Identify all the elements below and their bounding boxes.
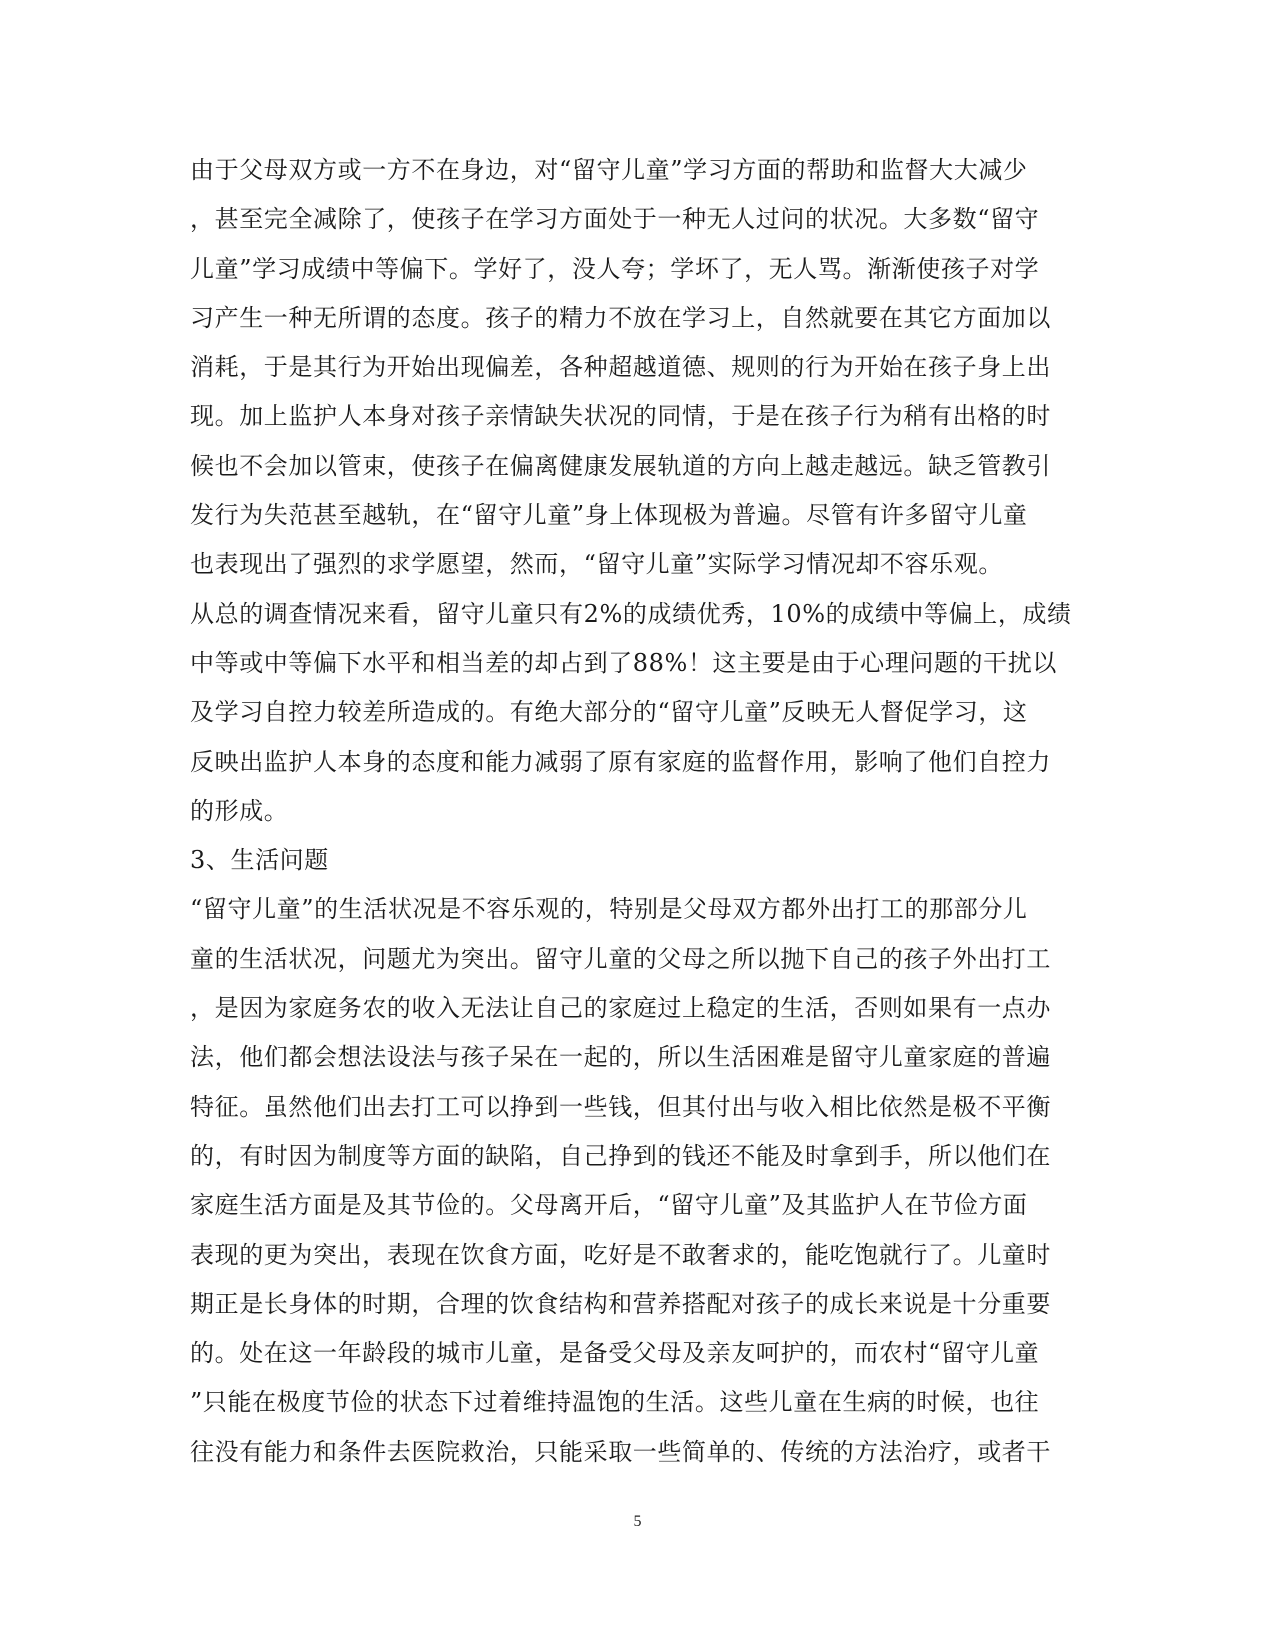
text-line: 期正是长身体的时期，合理的饮食结构和营养搭配对孩子的成长来说是十分重要 (190, 1289, 1051, 1318)
text-line: ，是因为家庭务农的收入无法让自己的家庭过上稳定的生活，否则如果有一点办 (190, 994, 1051, 1023)
text-line: 特征。虽然他们出去打工可以挣到一些钱，但其付出与收入相比依然是极不平衡 (190, 1092, 1051, 1121)
text-line: 表现的更为突出，表现在饮食方面，吃好是不敢奢求的，能吃饱就行了。儿童时 (190, 1240, 1051, 1269)
page-body (190, 146, 1090, 1477)
text-line: 法，他们都会想法设法与孩子呆在一起的，所以生活困难是留守儿童家庭的普遍 (190, 1043, 1051, 1072)
text-line: 由于父母双方或一方不在身边，对“留守儿童”学习方面的帮助和监督大大减少 (190, 156, 1028, 184)
text-line: 中等或中等偏下水平和相当差的却占到了88%！这主要是由于心理问题的干扰以 (190, 648, 1057, 677)
text-line: 候也不会加以管束，使孩子在偏离健康发展轨道的方向上越走越远。缺乏管教引 (190, 451, 1051, 480)
page-number: 5 (633, 1513, 642, 1530)
text-line: 的形成。 (190, 796, 289, 825)
text-line: 习产生一种无所谓的态度。孩子的精力不放在学习上，自然就要在其它方面加以 (190, 303, 1051, 332)
text-line: 及学习自控力较差所造成的。有绝大部分的“留守儿童”反映无人督促学习，这 (190, 698, 1028, 727)
text-line: 往没有能力和条件去医院救治，只能采取一些简单的、传统的方法治疗，或者干 (190, 1437, 1051, 1466)
text-line: 消耗，于是其行为开始出现偏差，各种超越道德、规则的行为开始在孩子身上出 (190, 353, 1051, 382)
text-line: 家庭生活方面是及其节俭的。父母离开后，“留守儿童”及其监护人在节俭方面 (190, 1191, 1028, 1220)
text-line: 现。加上监护人本身对孩子亲情缺失状况的同情，于是在孩子行为稍有出格的时 (190, 402, 1051, 431)
text-line: 童的生活状况，问题尤为突出。留守儿童的父母之所以抛下自己的孩子外出打工 (190, 944, 1051, 973)
text-line: “留守儿童”的生活状况是不容乐观的，特别是父母双方都外出打工的那部分儿 (190, 895, 1028, 924)
text-line: 反映出监护人本身的态度和能力减弱了原有家庭的监督作用，影响了他们自控力 (190, 747, 1051, 776)
text-line: 发行为失范甚至越轨，在“留守儿童”身上体现极为普遍。尽管有许多留守儿童 (190, 501, 1028, 530)
text-line: 的，有时因为制度等方面的缺陷，自己挣到的钱还不能及时拿到手，所以他们在 (190, 1141, 1051, 1170)
section-heading: 3、生活问题 (190, 846, 329, 875)
text-line: 也表现出了强烈的求学愿望，然而，“留守儿童”实际学习情况却不容乐观。 (190, 550, 1003, 579)
text-line: 从总的调查情况来看，留守儿童只有2%的成绩优秀，10%的成绩中等偏上，成绩 (190, 599, 1072, 628)
text-line: ”只能在极度节俭的状态下过着维持温饱的生活。这些儿童在生病的时候，也往 (190, 1388, 1040, 1417)
text-line: ，甚至完全减除了，使孩子在学习方面处于一种无人过问的状况。大多数“留守 (190, 205, 1040, 234)
text-line: 儿童”学习成绩中等偏下。学好了，没人夸；学坏了，无人骂。渐渐使孩子对学 (190, 254, 1040, 283)
text-line: 的。处在这一年龄段的城市儿童，是备受父母及亲友呵护的，而农村“留守儿童 (190, 1339, 1040, 1368)
